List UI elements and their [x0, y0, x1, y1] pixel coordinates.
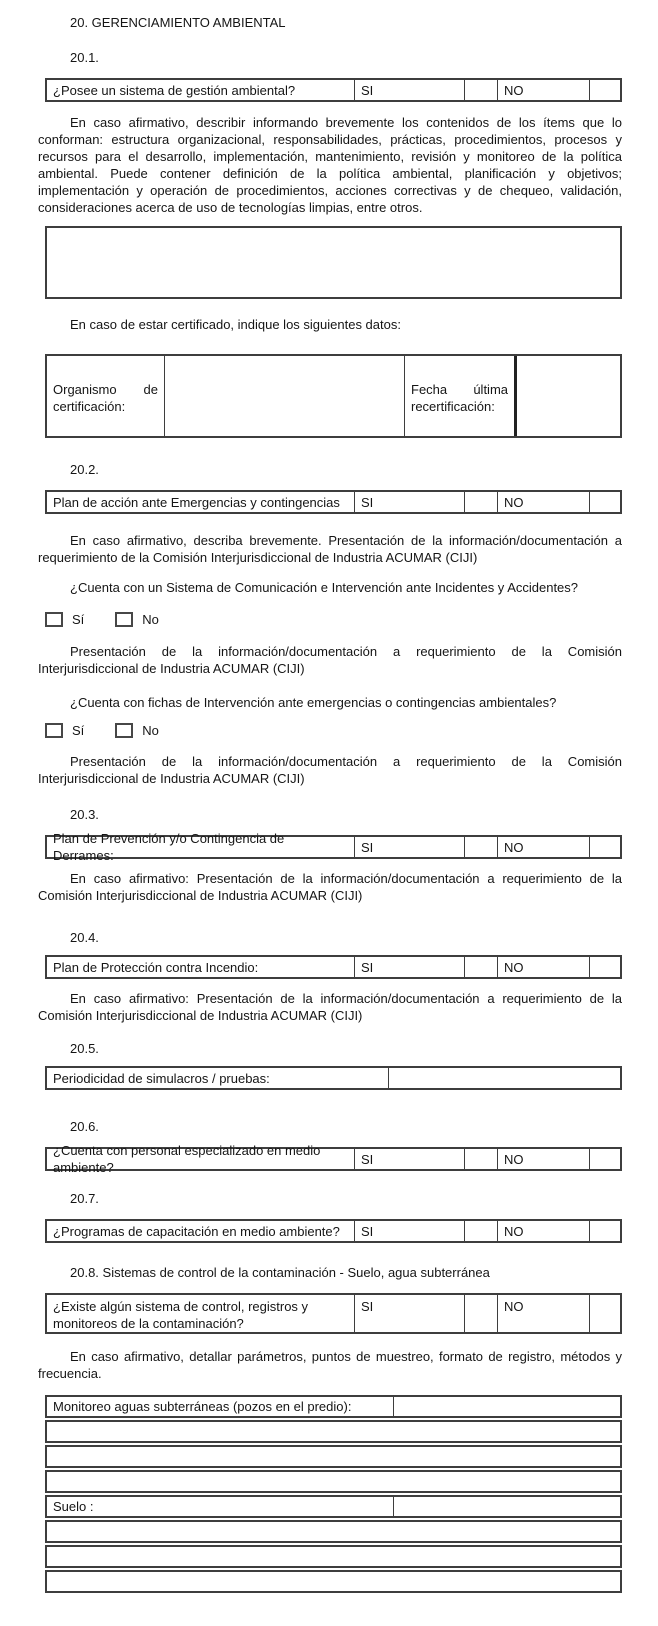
description-input-box[interactable]: [45, 226, 622, 299]
soil-answer-cell[interactable]: [394, 1497, 620, 1516]
no-answer-box[interactable]: [589, 837, 620, 857]
affirmative-note-20-4: En caso afirmativo: Presentación de la información/documentación a requerimiento de la Comisión Interjurisdiccional de Industria ACUMAR (CIJI): [38, 991, 622, 1023]
no-option-cell: [497, 492, 589, 512]
si-label: SI: [361, 494, 374, 510]
yes-checkbox-label: Sí: [72, 611, 85, 627]
si-no-row-20-8: [45, 1293, 622, 1334]
soil-empty-row-3[interactable]: [45, 1570, 622, 1593]
cert-org-label: Organismo de certificación:: [53, 382, 158, 414]
no-answer-box[interactable]: [589, 1295, 620, 1332]
no-label: NO: [504, 494, 524, 510]
no-option-cell: [497, 80, 589, 100]
no-answer-box[interactable]: [589, 492, 620, 512]
si-label: SI: [361, 1151, 374, 1167]
no-answer-box[interactable]: [589, 80, 620, 100]
question-cell: [47, 1143, 354, 1175]
groundwater-label: Monitoreo aguas subterráneas (pozos en el predio):: [53, 1399, 352, 1414]
heading-20-8: 20.8. Sistemas de control de la contaminación - Suelo, agua subterránea: [70, 1265, 490, 1280]
no-option-cell: [497, 957, 589, 977]
si-label: SI: [361, 1299, 374, 1314]
no-label: NO: [504, 839, 524, 855]
soil-label: Suelo :: [53, 1499, 94, 1514]
no-option-cell: [497, 837, 589, 857]
no-label: NO: [504, 1299, 524, 1314]
si-option-cell: [354, 957, 464, 977]
soil-empty-row-1[interactable]: [45, 1520, 622, 1543]
no-answer-box[interactable]: [589, 1221, 620, 1241]
checkbox-group-communication: [45, 611, 622, 627]
no-label: NO: [504, 82, 524, 98]
si-no-row-20-2: [45, 490, 622, 514]
question-label: ¿Existe algún sistema de control, registros y monitoreos de la contaminación?: [53, 1299, 309, 1331]
si-option-cell: [354, 1149, 464, 1169]
si-option-cell: [354, 80, 464, 100]
heading-20-4: 20.4.: [70, 930, 99, 945]
cert-date-input-cell[interactable]: [514, 356, 620, 436]
section-title: 20. GERENCIAMIENTO AMBIENTAL: [70, 15, 286, 30]
si-option-cell: [354, 492, 464, 512]
soil-empty-row-2[interactable]: [45, 1545, 622, 1568]
yes-checkbox-label: Sí: [72, 722, 85, 738]
question-label: ¿Posee un sistema de gestión ambiental?: [53, 82, 296, 98]
si-no-row-20-7: [45, 1219, 622, 1243]
cert-date-label: Fecha última recertificación:: [411, 382, 508, 414]
si-label: SI: [361, 839, 374, 855]
groundwater-empty-row-2[interactable]: [45, 1445, 622, 1468]
question-label: Plan de Prevención y/o Contingencia de Derrames:: [53, 831, 285, 863]
affirmative-note-20-3: En caso afirmativo: Presentación de la información/documentación a requerimiento de la Comisión Interjurisdiccional de Industria ACUMAR (CIJI): [38, 871, 622, 903]
si-option-cell: [354, 1221, 464, 1241]
heading-20-1: 20.1.: [70, 50, 99, 65]
cert-org-input-cell[interactable]: [164, 356, 404, 436]
groundwater-label-cell: [47, 1397, 394, 1416]
soil-label-cell: [47, 1497, 394, 1516]
si-label: SI: [361, 1223, 374, 1239]
si-no-row-20-6: [45, 1143, 622, 1175]
affirmative-note-20-8: En caso afirmativo, detallar parámetros, puntos de muestreo, formato de registro, métodos y frecuencia.: [38, 1349, 622, 1381]
question-label: Plan de Protección contra Incendio:: [53, 959, 259, 975]
si-label: SI: [361, 82, 374, 98]
monitoring-table: [45, 1395, 622, 1593]
soil-label-row: [45, 1495, 622, 1518]
question-cell: [47, 1221, 354, 1241]
question-cell: [47, 1295, 354, 1332]
question-intervention-sheets: ¿Cuenta con fichas de Intervención ante emergencias o contingencias ambientales?: [70, 695, 557, 710]
si-no-row-20-3: [45, 831, 622, 863]
presentation-note-2: Presentación de la información/documentación a requerimiento de la Comisión Interjurisdiccional de Industria ACUMAR (CIJI): [38, 754, 622, 786]
si-answer-box[interactable]: [464, 492, 497, 512]
no-option-cell: [497, 1295, 589, 1332]
si-answer-box[interactable]: [464, 80, 497, 100]
question-label: ¿Programas de capacitación en medio ambiente?: [53, 1223, 340, 1239]
no-checkbox-label: No: [142, 722, 159, 738]
no-checkbox[interactable]: [115, 612, 133, 627]
question-cell: [47, 80, 354, 100]
question-label: ¿Cuenta con personal especializado en medio ambiente?: [53, 1143, 321, 1175]
frequency-row-20-5: [45, 1066, 622, 1090]
certification-table: [45, 354, 622, 438]
heading-20-7: 20.7.: [70, 1191, 99, 1206]
no-checkbox[interactable]: [115, 723, 133, 738]
certified-intro: En caso de estar certificado, indique los siguientes datos:: [70, 317, 401, 332]
no-option-cell: [497, 1221, 589, 1241]
no-label: NO: [504, 1151, 524, 1167]
yes-checkbox[interactable]: [45, 612, 63, 627]
si-answer-box[interactable]: [464, 1149, 497, 1169]
si-option-cell: [354, 1295, 464, 1332]
si-answer-box[interactable]: [464, 1221, 497, 1241]
groundwater-label-row: [45, 1395, 622, 1418]
no-answer-box[interactable]: [589, 957, 620, 977]
groundwater-answer-cell[interactable]: [394, 1397, 620, 1416]
affirmative-note-20-2: En caso afirmativo, describa brevemente. Presentación de la información/documentación a requerimiento de la Comisión Interjurisdiccional de Industria ACUMAR (CIJI): [38, 533, 622, 565]
heading-20-3: 20.3.: [70, 807, 99, 822]
no-answer-box[interactable]: [589, 1149, 620, 1169]
description-instructions: En caso afirmativo, describir informando brevemente los contenidos de los ítems que lo conforman: estructura organizacional, responsabilidades, prácticas, procedimientos, procesos y recursos para el desarrollo, implementación, mantenimiento, revisión y monitoreo de la política ambiental. Puede contener definición de la política ambiental, planificación y objetivos; implementación y operación de procedimientos, acciones correctivas y de chequeo, validación, consideraciones acerca de uso de tecnologías limpias, entre otros.: [38, 115, 622, 215]
yes-checkbox[interactable]: [45, 723, 63, 738]
heading-20-2: 20.2.: [70, 462, 99, 477]
question-cell: [47, 492, 354, 512]
si-no-row-20-4: [45, 955, 622, 979]
groundwater-empty-row-3[interactable]: [45, 1470, 622, 1493]
cert-org-label-cell: [47, 356, 164, 436]
frequency-answer-cell[interactable]: [388, 1068, 620, 1088]
no-option-cell: [497, 1149, 589, 1169]
si-answer-box[interactable]: [464, 957, 497, 977]
cert-date-label-cell: [404, 356, 514, 436]
question-cell: [47, 1068, 388, 1088]
no-checkbox-label: No: [142, 611, 159, 627]
heading-20-6: 20.6.: [70, 1119, 99, 1134]
si-option-cell: [354, 837, 464, 857]
question-communication-system: ¿Cuenta con un Sistema de Comunicación e Intervención ante Incidentes y Accidentes?: [70, 580, 579, 595]
checkbox-group-intervention: [45, 722, 622, 738]
si-no-row-20-1: [45, 78, 622, 102]
question-cell: [47, 957, 354, 977]
presentation-note-1: Presentación de la información/documentación a requerimiento de la Comisión Interjurisdiccional de Industria ACUMAR (CIJI): [38, 644, 622, 676]
si-answer-box[interactable]: [464, 837, 497, 857]
question-label: Periodicidad de simulacros / pruebas:: [53, 1070, 270, 1086]
si-label: SI: [361, 959, 374, 975]
si-answer-box[interactable]: [464, 1295, 497, 1332]
no-label: NO: [504, 1223, 524, 1239]
no-label: NO: [504, 959, 524, 975]
heading-20-5: 20.5.: [70, 1041, 99, 1056]
question-cell: [47, 831, 354, 863]
question-label: Plan de acción ante Emergencias y contingencias: [53, 494, 340, 510]
groundwater-empty-row-1[interactable]: [45, 1420, 622, 1443]
